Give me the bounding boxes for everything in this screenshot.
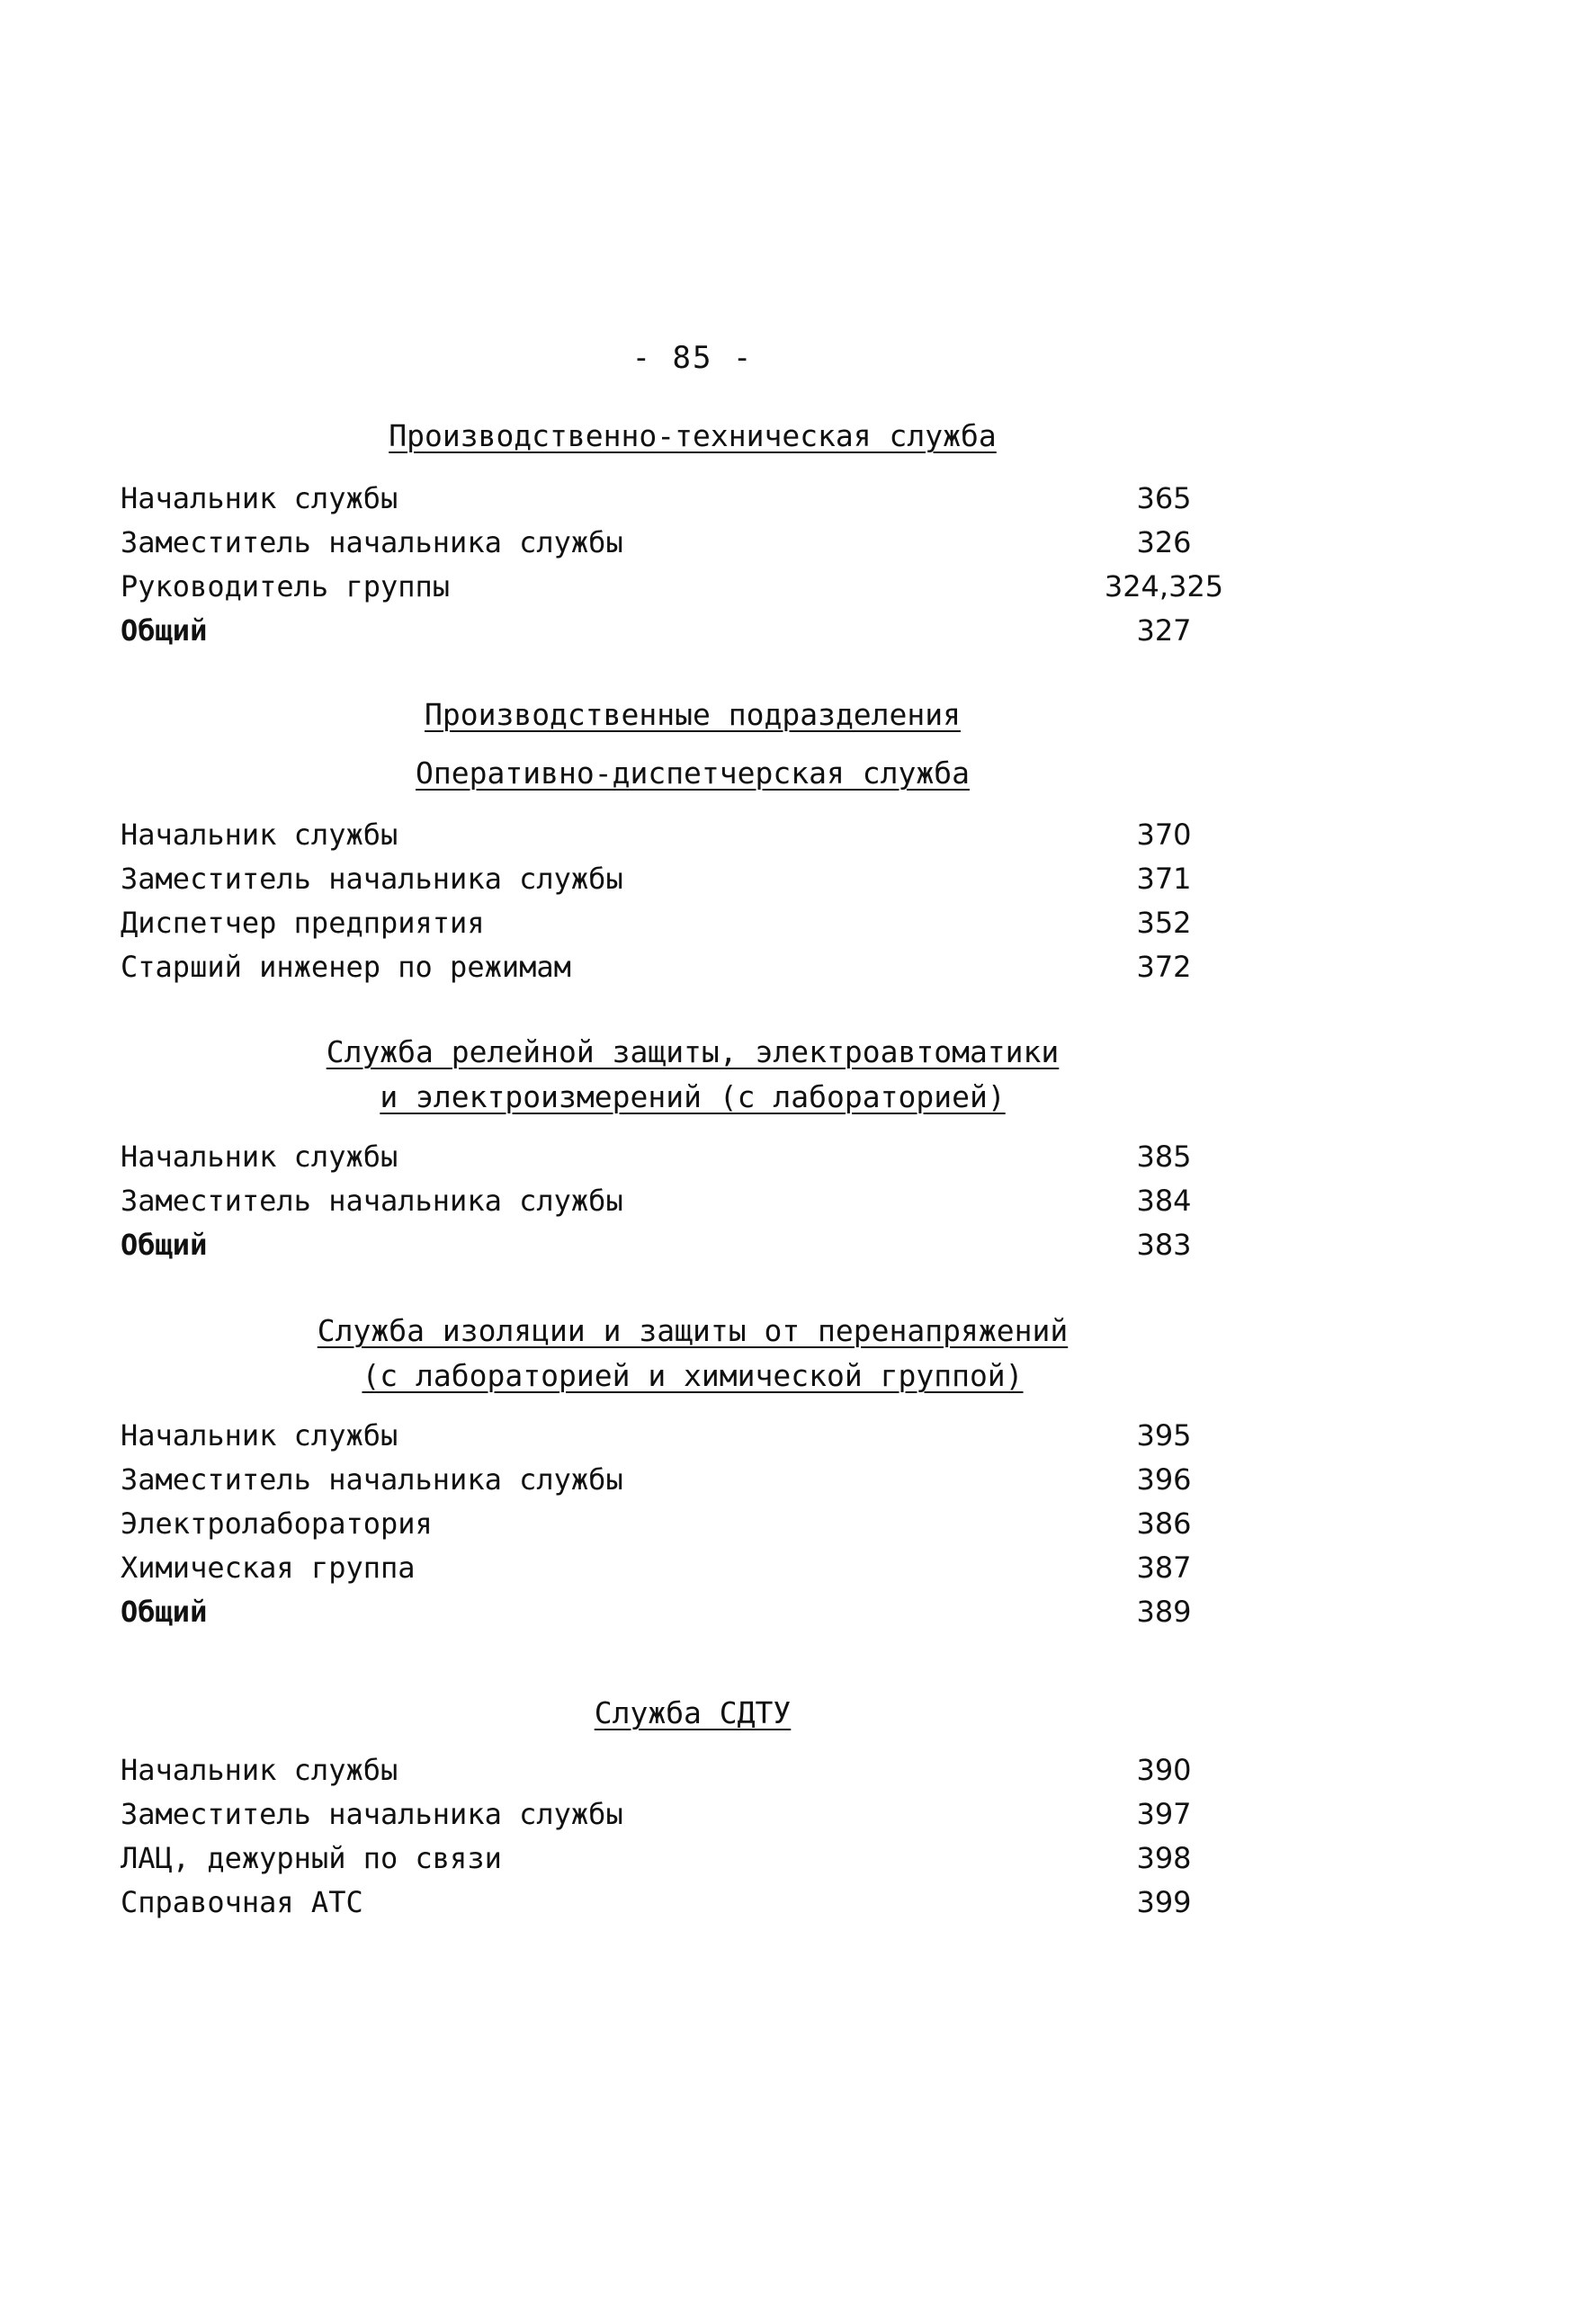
page-number: - 85 - <box>631 340 754 376</box>
section-title-relay-protection-line2: и электроизмерений (с лабораторией) <box>380 1079 1006 1114</box>
list-item <box>121 565 1254 609</box>
list-item <box>121 857 1254 901</box>
phone-number: 371 <box>1136 862 1192 896</box>
list-item <box>121 1179 1254 1223</box>
position-label: Общий <box>121 613 208 648</box>
position-label: Начальник службы <box>121 818 398 852</box>
list-item <box>121 1135 1254 1179</box>
position-label: Заместитель начальника службы <box>121 1797 623 1831</box>
phone-number: 372 <box>1136 950 1192 984</box>
position-label: Заместитель начальника службы <box>121 1462 623 1497</box>
phone-number: 396 <box>1136 1462 1192 1497</box>
phone-number: 397 <box>1136 1797 1192 1831</box>
position-label: Начальник службы <box>121 1753 398 1787</box>
position-label: Руководитель группы <box>121 569 451 603</box>
phone-number: 390 <box>1136 1753 1192 1787</box>
position-label: Справочная АТС <box>121 1885 363 1919</box>
section-title-relay-protection: Служба релейной защиты, электроавтоматики <box>326 1034 1060 1069</box>
list-item <box>121 609 1254 653</box>
phone-number: 384 <box>1136 1184 1192 1218</box>
list-item <box>121 1748 1254 1792</box>
list-item <box>121 1881 1254 1925</box>
list-production-technical <box>121 477 1254 653</box>
list-item <box>121 1837 1254 1881</box>
list-item <box>121 901 1254 945</box>
phone-number: 352 <box>1136 906 1192 940</box>
section-title-insulation-line2: (с лабораторией и химической группой) <box>362 1358 1024 1393</box>
phone-number: 327 <box>1136 613 1192 648</box>
list-item <box>121 1414 1254 1458</box>
list-sdtu <box>121 1748 1254 1925</box>
phone-number: 326 <box>1136 525 1192 559</box>
position-label: Заместитель начальника службы <box>121 525 623 559</box>
position-label: Начальник службы <box>121 1140 398 1174</box>
position-label: Старший инженер по режимам <box>121 950 571 984</box>
phone-number: 324,325 <box>1104 569 1224 603</box>
list-dispatch-service <box>121 813 1254 989</box>
list-relay-protection <box>121 1135 1254 1267</box>
phone-number: 385 <box>1136 1140 1192 1174</box>
phone-number: 386 <box>1136 1506 1192 1541</box>
phone-number: 383 <box>1136 1228 1192 1262</box>
section-title-production-technical: Производственно-техническая служба <box>389 418 997 453</box>
position-label: Общий <box>121 1595 208 1629</box>
phone-number: 387 <box>1136 1551 1192 1585</box>
list-item <box>121 945 1254 989</box>
list-item <box>121 1458 1254 1502</box>
list-item <box>121 1792 1254 1837</box>
phone-number: 365 <box>1136 481 1192 515</box>
position-label: Диспетчер предприятия <box>121 906 485 940</box>
list-item <box>121 813 1254 857</box>
position-label: Электролаборатория <box>121 1506 433 1541</box>
phone-number: 395 <box>1136 1418 1192 1452</box>
phone-number: 389 <box>1136 1595 1192 1629</box>
list-insulation <box>121 1414 1254 1634</box>
position-label: Начальник службы <box>121 481 398 515</box>
section-title-production-units: Производственные подразделения <box>424 697 962 732</box>
phone-number: 399 <box>1136 1885 1192 1919</box>
section-title-dispatch-service: Оперативно-диспетчерская служба <box>416 755 970 791</box>
position-label: Общий <box>121 1228 208 1262</box>
phone-number: 370 <box>1136 818 1192 852</box>
list-item <box>121 1223 1254 1267</box>
section-title-sdtu: Служба СДТУ <box>594 1695 792 1730</box>
position-label: Заместитель начальника службы <box>121 862 623 896</box>
list-item <box>121 521 1254 565</box>
position-label: ЛАЦ, дежурный по связи <box>121 1841 502 1875</box>
list-item <box>121 1590 1254 1634</box>
phone-number: 398 <box>1136 1841 1192 1875</box>
position-label: Начальник службы <box>121 1418 398 1452</box>
list-item <box>121 1546 1254 1590</box>
list-item <box>121 1502 1254 1546</box>
position-label: Химическая группа <box>121 1551 416 1585</box>
list-item <box>121 477 1254 521</box>
position-label: Заместитель начальника службы <box>121 1184 623 1218</box>
section-title-insulation: Служба изоляции и защиты от перенапряжений <box>317 1313 1069 1348</box>
